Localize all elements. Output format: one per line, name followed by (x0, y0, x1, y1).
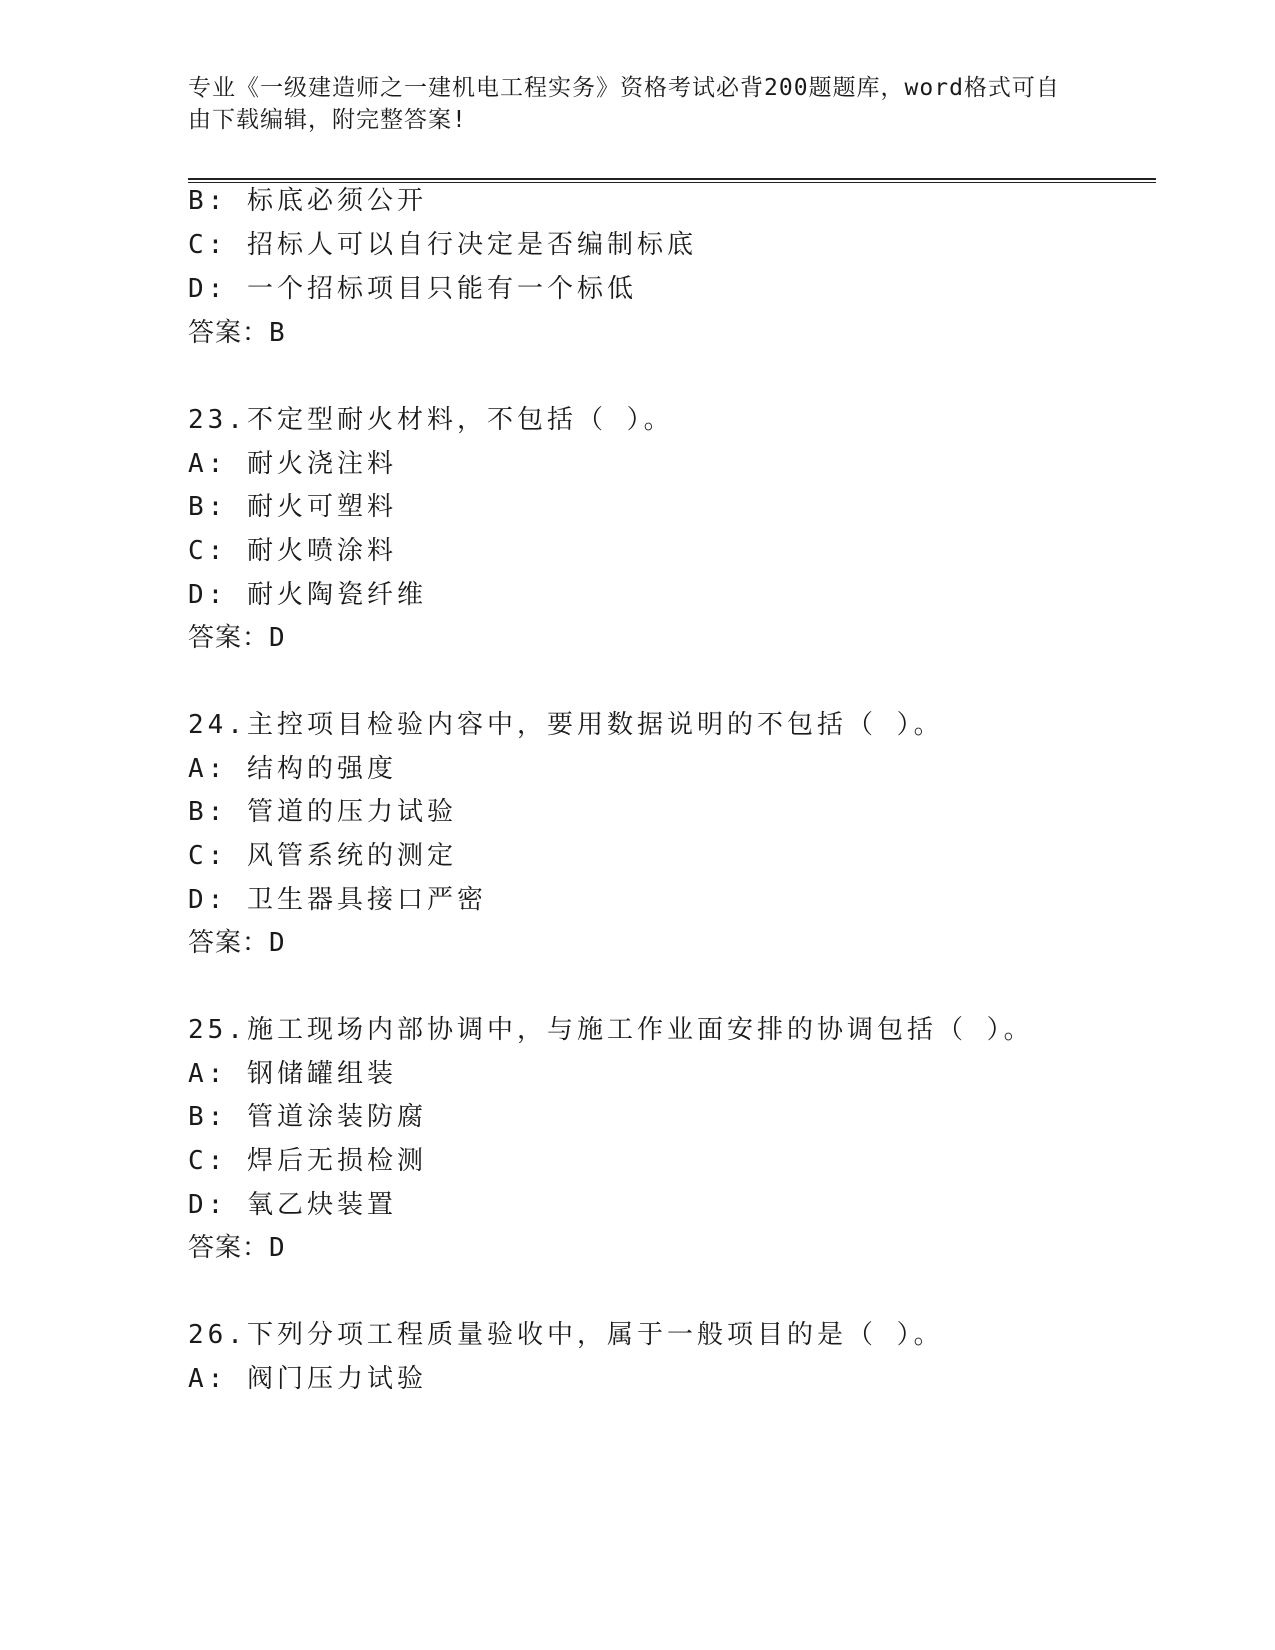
q23-question: 23.不定型耐火材料，不包括（ ）。 (188, 405, 674, 435)
q22-option-c: C: 招标人可以自行决定是否编制标底 (188, 230, 697, 260)
q26-question: 26.下列分项工程质量验收中，属于一般项目的是（ ）。 (188, 1320, 944, 1350)
q23-option-c: C: 耐火喷涂料 (188, 536, 397, 566)
answer-value: B (269, 318, 289, 348)
q23-answer (188, 622, 289, 654)
answer-label: 答案： (188, 1233, 270, 1263)
answer-label: 答案： (188, 623, 270, 653)
q24-option-c: C: 风管系统的测定 (188, 841, 457, 871)
answer-value: D (269, 623, 289, 653)
q24-option-b: B: 管道的压力试验 (188, 797, 457, 827)
q22-option-d: D: 一个招标项目只能有一个标低 (188, 274, 637, 304)
q25-option-c: C: 焊后无损检测 (188, 1146, 427, 1176)
q22-answer (188, 317, 289, 349)
q23-option-d: D: 耐火陶瓷纤维 (188, 580, 427, 610)
q26-option-a: A: 阀门压力试验 (188, 1364, 427, 1394)
header-divider (188, 178, 1156, 183)
q24-answer (188, 927, 289, 959)
q25-question: 25.施工现场内部协调中，与施工作业面安排的协调包括（ ）。 (188, 1015, 1034, 1045)
answer-value: D (269, 928, 289, 958)
document-header: 专业《一级建造师之一建机电工程实务》资格考试必背200题题库，word格式可自由下载编辑，附完整答案! (188, 75, 1060, 133)
q25-option-d: D: 氧乙炔装置 (188, 1190, 397, 1220)
q25-answer (188, 1232, 289, 1264)
q24-option-d: D: 卫生器具接口严密 (188, 885, 487, 915)
q24-question: 24.主控项目检验内容中，要用数据说明的不包括（ ）。 (188, 710, 944, 740)
q24-option-a: A: 结构的强度 (188, 754, 397, 784)
q25-option-a: A: 钢储罐组装 (188, 1059, 397, 1089)
q22-option-b: B: 标底必须公开 (188, 186, 427, 216)
answer-label: 答案： (188, 318, 270, 348)
answer-label: 答案： (188, 928, 270, 958)
q23-option-b: B: 耐火可塑料 (188, 492, 397, 522)
q23-option-a: A: 耐火浇注料 (188, 449, 397, 479)
answer-value: D (269, 1233, 289, 1263)
q25-option-b: B: 管道涂装防腐 (188, 1102, 427, 1132)
